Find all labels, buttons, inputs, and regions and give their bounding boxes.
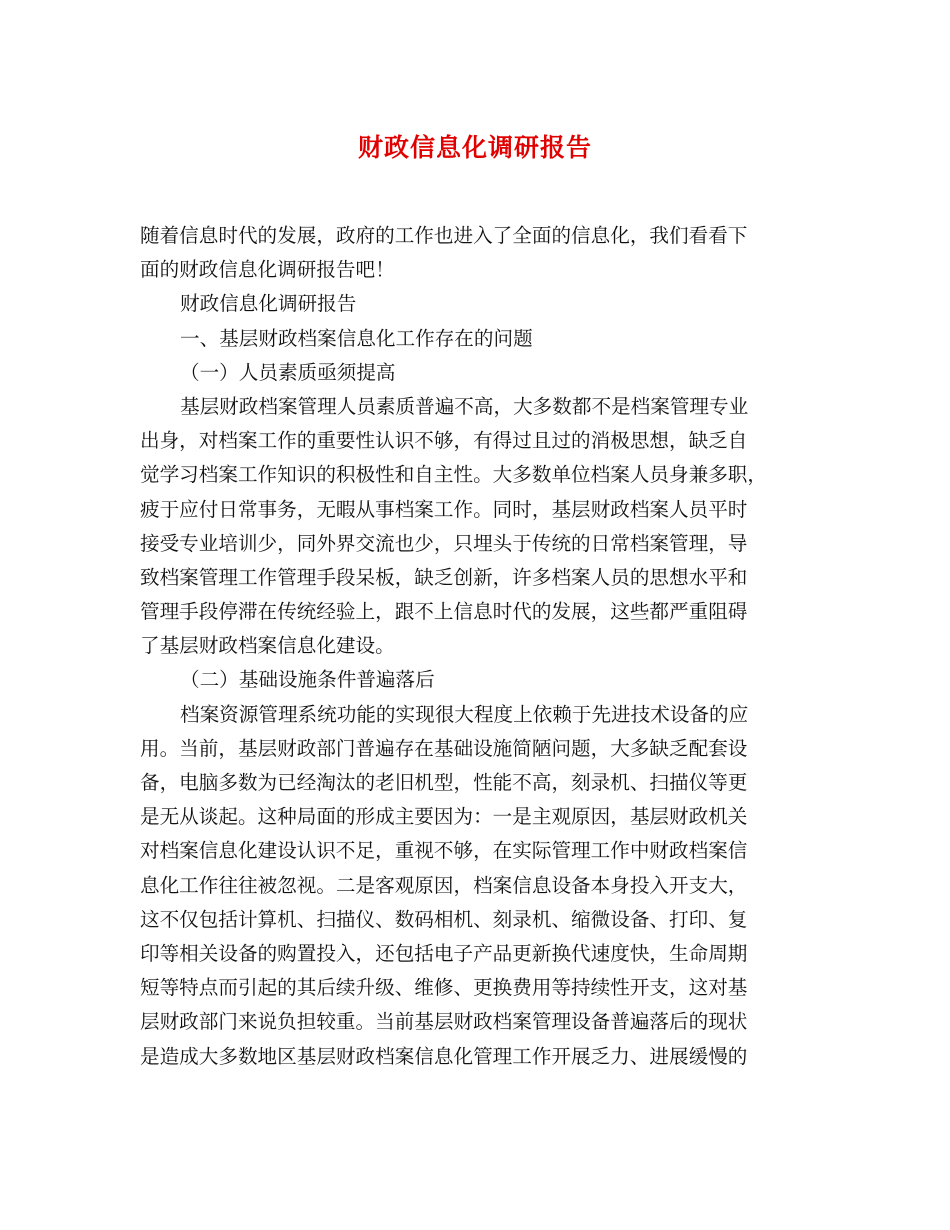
text-line: 是造成大多数地区基层财政档案信息化管理工作开展乏力、进展缓慢的	[140, 1044, 748, 1068]
text-line: 一、基层财政档案信息化工作存在的问题	[180, 326, 533, 350]
text-line: 觉学习档案工作知识的积极性和自主性。大多数单位档案人员身兼多职，	[140, 463, 767, 487]
text-line: 档案资源管理系统功能的实现很大程度上依赖于先进技术设备的应	[180, 702, 749, 726]
text-line: 疲于应付日常事务，无暇从事档案工作。同时，基层财政档案人员平时	[140, 497, 748, 521]
text-line: 了基层财政档案信息化建设。	[140, 634, 395, 658]
text-line: （二）基础设施条件普遍落后	[180, 668, 435, 692]
text-line: 这不仅包括计算机、扫描仪、数码相机、刻录机、缩微设备、打印、复	[140, 907, 748, 931]
text-line: 财政信息化调研报告	[180, 292, 357, 316]
text-line: 备，电脑多数为已经淘汰的老旧机型，性能不高，刻录机、扫描仪等更	[140, 771, 748, 794]
text-line: 对档案信息化建设认识不足，重视不够，在实际管理工作中财政档案信	[140, 839, 748, 863]
text-line: 层财政部门来说负担较重。当前基层财政档案管理设备普遍落后的现状	[140, 1010, 748, 1034]
text-line: 随着信息时代的发展，政府的工作也进入了全面的信息化，我们看看下	[140, 224, 748, 247]
text-line: 息化工作往往被忽视。二是客观原因，档案信息设备本身投入开支大，	[140, 873, 748, 897]
document-body	[140, 219, 825, 1074]
text-line: 接受专业培训少，同外界交流也少，只埋头于传统的日常档案管理，导	[140, 531, 748, 555]
text-line: 短等特点而引起的其后续升级、维修、更换费用等持续性开支，这对基	[140, 976, 748, 1000]
text-line: 面的财政信息化调研报告吧！	[140, 258, 395, 282]
text-line: 致档案管理工作管理手段呆板，缺乏创新，许多档案人员的思想水平和	[140, 565, 748, 589]
text-line: （一）人员素质亟须提高	[180, 360, 396, 384]
text-line: 基层财政档案管理人员素质普遍不高，大多数都不是档案管理专业	[180, 394, 749, 418]
text-line: 出身，对档案工作的重要性认识不够，有得过且过的消极思想，缺乏自	[140, 429, 748, 453]
text-line: 是无从谈起。这种局面的形成主要因为：一是主观原因，基层财政机关	[140, 805, 748, 829]
text-line: 印等相关设备的购置投入，还包括电子产品更新换代速度快，生命周期	[140, 941, 748, 965]
document-title: 财政信息化调研报告	[357, 133, 592, 162]
text-line: 管理手段停滞在传统经验上，跟不上信息时代的发展，这些都严重阻碍	[140, 600, 748, 624]
text-line: 用。当前，基层财政部门普遍存在基础设施简陋问题，大多缺乏配套设	[140, 736, 748, 760]
